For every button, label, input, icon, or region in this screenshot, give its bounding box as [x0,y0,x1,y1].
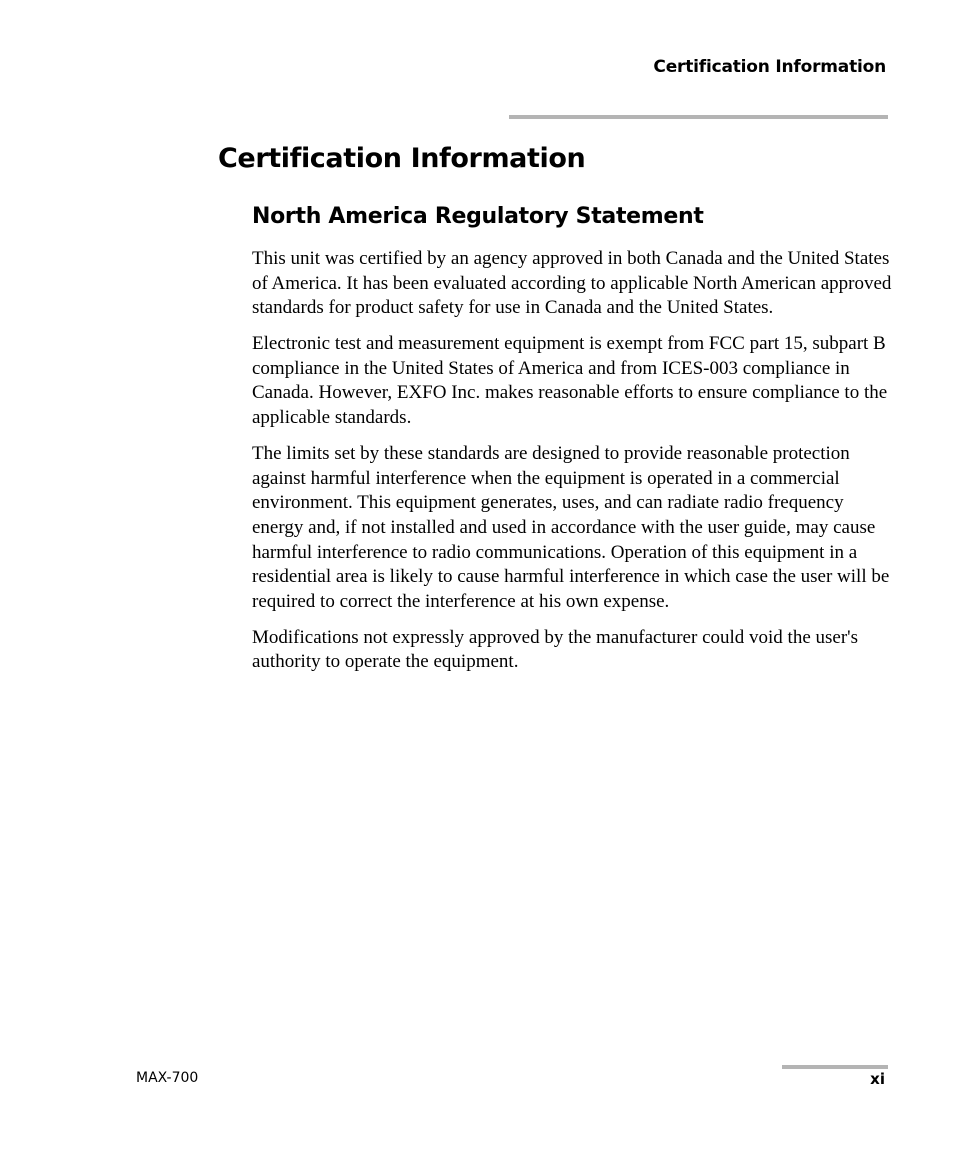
running-header: Certification Information [653,57,886,77]
paragraph: Electronic test and measurement equipment is exempt from FCC part 15, subpart B compliance in the United States of America and from ICES-003 compliance in Canada. However, EXFO Inc. makes reasonable efforts to ensure compliance to the applicable standards. [252,333,888,429]
footer-rule [782,1065,888,1069]
section-title: North America Regulatory Statement [252,204,704,229]
paragraph: The limits set by these standards are designed to provide reasonable protection against harmful interference when the equipment is operated in a commercial environment. This equipment generates, uses, and can radiate radio frequency energy and, if not installed and used in accordance with the user guide, may cause harmful interference to radio communications. Operation of this equipment in a residential area is likely to cause harmful interference in which case the user will be required to correct the interference at his own expense. [252,443,890,612]
header-rule [509,115,888,119]
paragraph: Modifications not expressly approved by the manufacturer could void the user's authority to operate the equipment. [252,626,858,673]
page-number: xi [870,1070,885,1088]
body-text [252,247,892,687]
paragraph: This unit was certified by an agency approved in both Canada and the United States of America. It has been evaluated according to applicable North American approved standards for product safety for use in Canada and the United States. [252,248,892,319]
page-title: Certification Information [218,143,586,174]
footer-product-name: MAX-700 [136,1070,199,1086]
